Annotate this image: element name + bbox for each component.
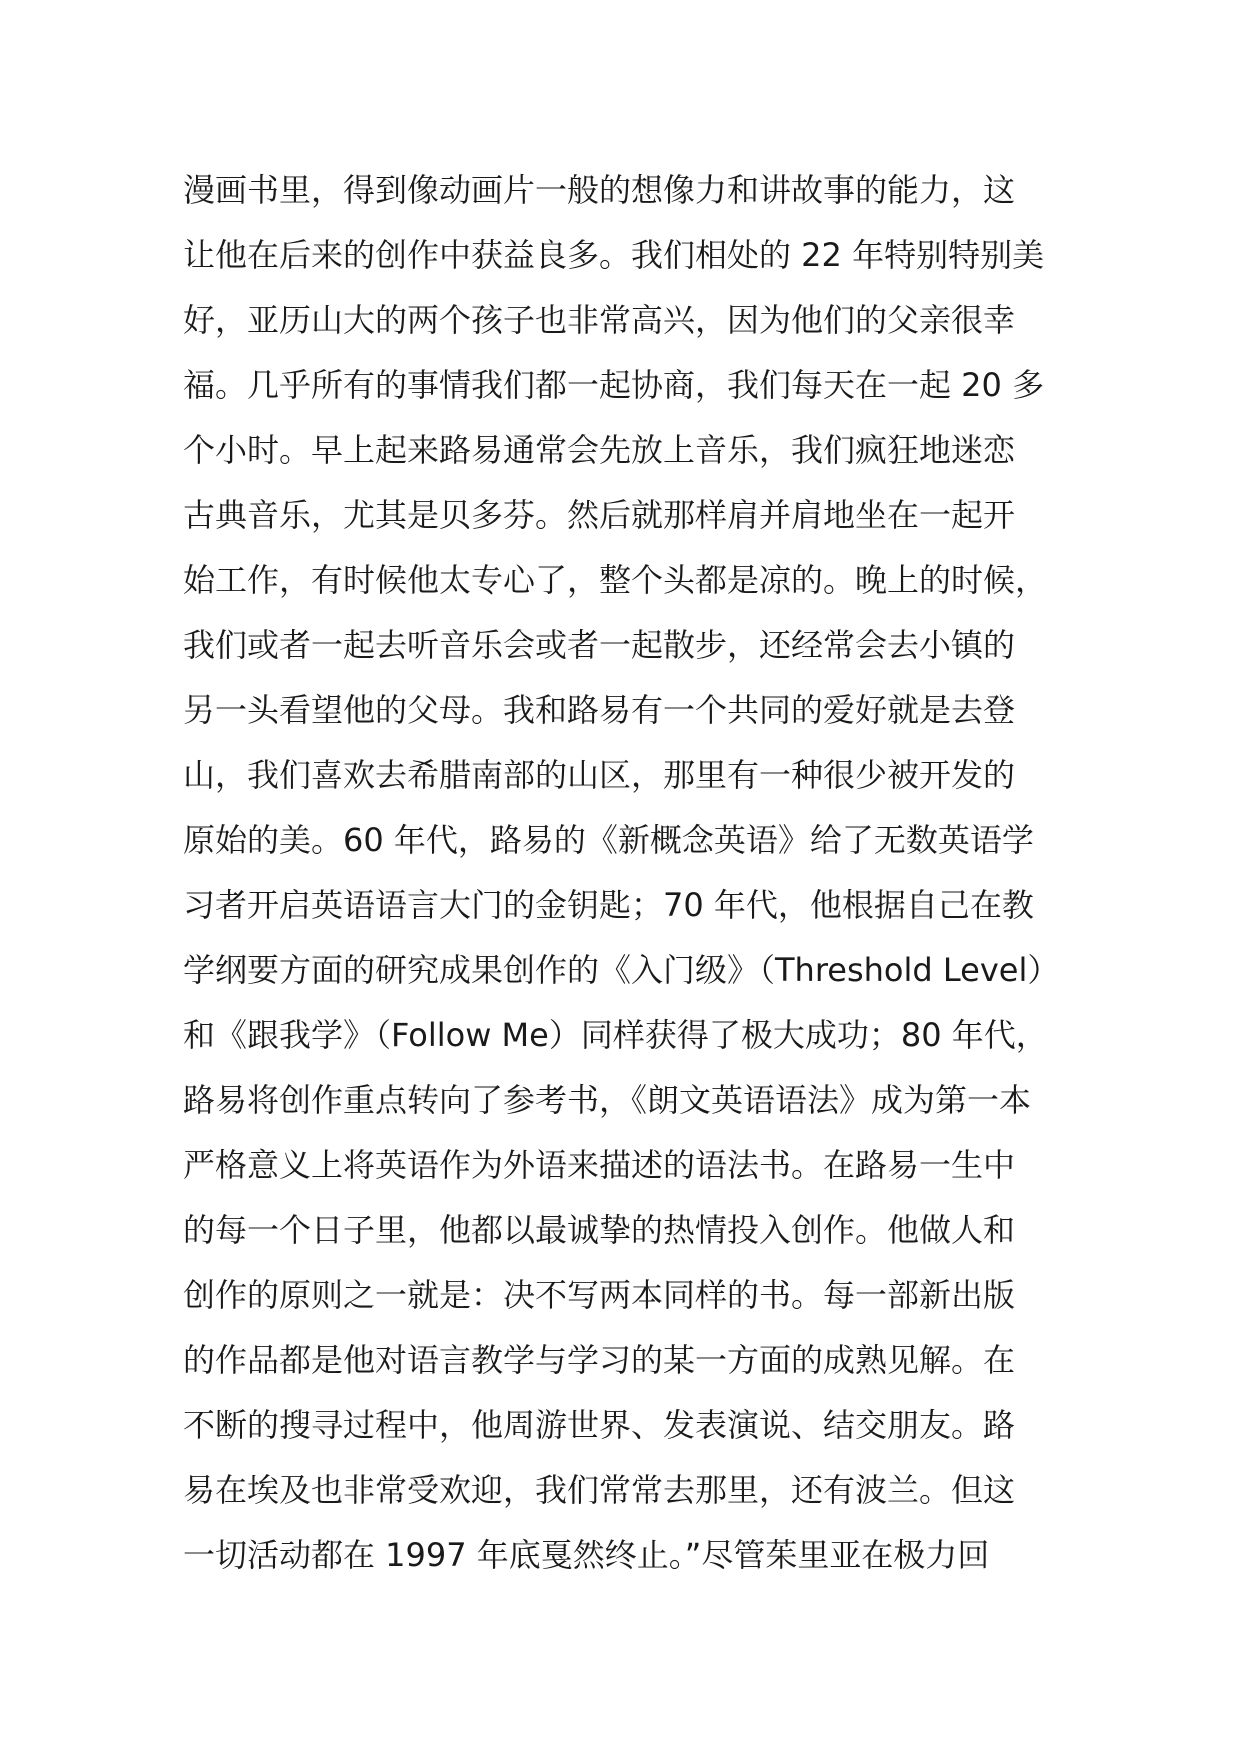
text-line: 原始的美。60 年代，路易的《新概念英语》给了无数英语学 bbox=[183, 821, 1034, 859]
text-line: 习者开启英语语言大门的金钥匙；70 年代，他根据自己在教 bbox=[183, 886, 1034, 924]
text-line: 的作品都是他对语言教学与学习的某一方面的成熟见解。在 bbox=[183, 1341, 1016, 1379]
text-line: 山，我们喜欢去希腊南部的山区，那里有一种很少被开发的 bbox=[183, 756, 1016, 794]
text-line: 路易将创作重点转向了参考书，《朗文英语语法》成为第一本 bbox=[183, 1081, 1032, 1119]
text-line: 我们或者一起去听音乐会或者一起散步，还经常会去小镇的 bbox=[183, 626, 1016, 664]
text-line: 易在埃及也非常受欢迎，我们常常去那里，还有波兰。但这 bbox=[183, 1471, 1016, 1509]
text-line: 个小时。早上起来路易通常会先放上音乐，我们疯狂地迷恋 bbox=[183, 431, 1016, 469]
text-line: 和《跟我学》（Follow Me）同样获得了极大成功；80 年代， bbox=[183, 1016, 1048, 1054]
text-line: 福。几乎所有的事情我们都一起协商，我们每天在一起 20 多 bbox=[183, 366, 1045, 404]
body-text bbox=[183, 158, 1063, 1588]
text-line: 一切活动都在 1997 年底戛然终止。”尽管茱里亚在极力回 bbox=[183, 1536, 990, 1574]
text-line: 创作的原则之一就是：决不写两本同样的书。每一部新出版 bbox=[183, 1276, 1016, 1314]
text-line: 让他在后来的创作中获益良多。我们相处的 22 年特别特别美 bbox=[183, 236, 1045, 274]
text-line: 古典音乐，尤其是贝多芬。然后就那样肩并肩地坐在一起开 bbox=[183, 496, 1016, 534]
text-line: 漫画书里，得到像动画片一般的想像力和讲故事的能力，这 bbox=[183, 171, 1016, 209]
text-line: 学纲要方面的研究成果创作的《入门级》（Threshold Level） bbox=[183, 951, 1060, 989]
text-line: 的每一个日子里，他都以最诚挚的热情投入创作。他做人和 bbox=[183, 1211, 1016, 1249]
text-line: 另一头看望他的父母。我和路易有一个共同的爱好就是去登 bbox=[183, 691, 1016, 729]
text-line: 不断的搜寻过程中，他周游世界、发表演说、结交朋友。路 bbox=[183, 1406, 1016, 1444]
text-line: 严格意义上将英语作为外语来描述的语法书。在路易一生中 bbox=[183, 1146, 1016, 1184]
text-line: 始工作，有时候他太专心了，整个头都是凉的。晚上的时候， bbox=[183, 561, 1048, 599]
text-line: 好，亚历山大的两个孩子也非常高兴，因为他们的父亲很幸 bbox=[183, 301, 1016, 339]
